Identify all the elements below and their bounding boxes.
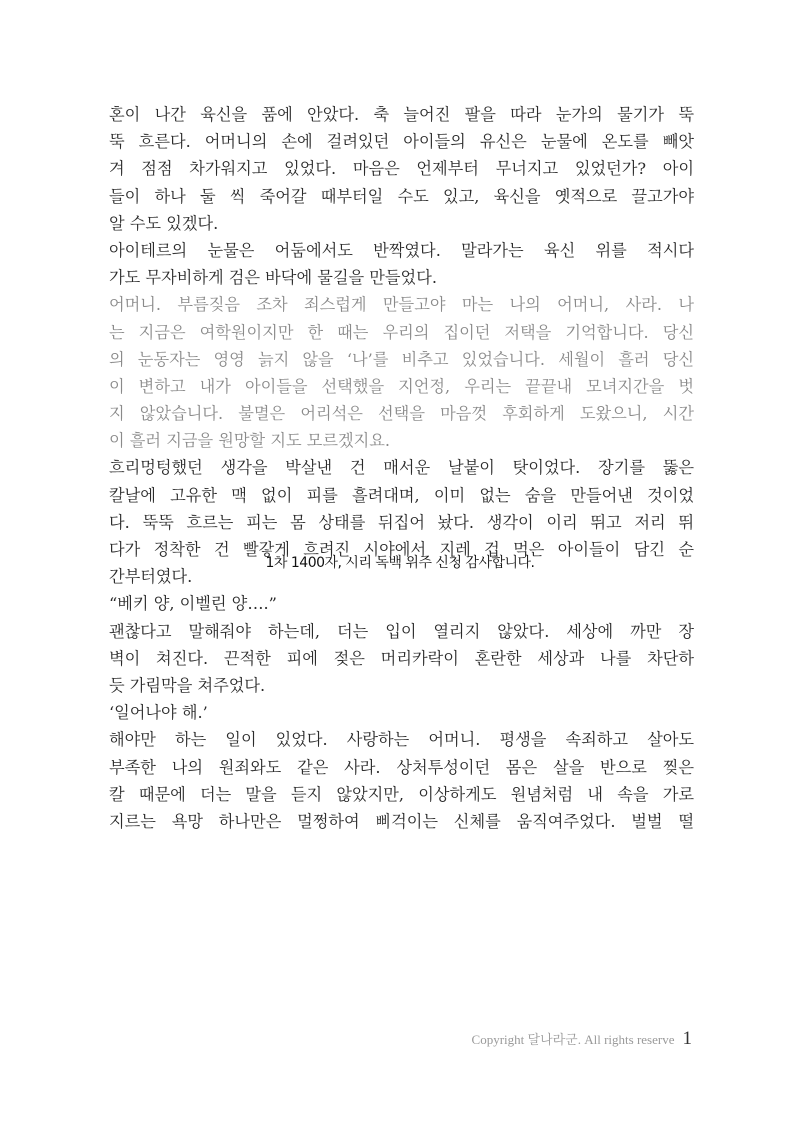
text-line-italic-monologue: 는 지금은 여학원이지만 한 때는 우리의 집이던 저택을 기억합니다. 당신 [109, 322, 694, 342]
text-line: 칼 때문에 더는 말을 듣지 않았지만, 이상하게도 원념처럼 내 속을 가로 [109, 784, 694, 804]
text-line: 흐리멍텅했던 생각을 박살낸 건 매서운 날붙이 탓이었다. 장기를 뚫은 [109, 458, 694, 478]
watermark-overlay-text: 1차 1400자, 시리 독백 위주 신청 감사합니다. [265, 555, 535, 571]
text-line-italic-monologue: 지 않았습니다. 불멸은 어리석은 선택을 마음껏 후회하게 도왔으니, 시간 [109, 404, 694, 424]
text-line: 다가 정착한 건 빨갛게 흐려진 시야에서 지레 겁 먹은 아이들이 담긴 순 [109, 540, 694, 559]
body-text [109, 101, 694, 835]
text-line: 가도 무자비하게 검은 바닥에 물길을 만들었다. [109, 268, 437, 288]
text-line-dialogue: “베키 양, 이벨린 양….” [109, 594, 277, 614]
text-line-thought: ‘일어나야 해.’ [109, 703, 208, 723]
text-line-italic-monologue: 의 눈동자는 영영 늙지 않을 ‘나’를 비추고 있었습니다. 세월이 흘러 당신 [109, 349, 694, 369]
text-line: 겨 점점 차가워지고 있었다. 마음은 언제부터 무너지고 있었던가? 아이 [109, 159, 694, 179]
text-line-italic-monologue: 이 흘러 지금을 원망할 지도 모르겠지요. [109, 431, 391, 451]
text-line: 칼날에 고유한 맥 없이 피를 흘려대며, 이미 없는 숨을 만들어낸 것이었 [109, 485, 694, 505]
text-line: 들이 하나 둘 씩 죽어갈 때부터일 수도 있고, 육신을 옛적으로 끌고가야 [109, 186, 694, 206]
text-line: 혼이 나간 육신을 품에 안았다. 축 늘어진 팔을 따라 눈가의 물기가 뚝 [109, 105, 694, 124]
copyright-notice: Copyright 달나라군. All rights reserve [471, 1032, 675, 1047]
page-number: 1 [682, 1028, 692, 1049]
page-footer [472, 1028, 692, 1050]
text-line: 부족한 나의 원죄와도 같은 사라. 상처투성이던 몸은 살을 반으로 찢은 [109, 757, 694, 777]
text-line: 아이테르의 눈물은 어둠에서도 반짝였다. 말라가는 육신 위를 적시다 [109, 240, 694, 260]
text-line: 뚝 흐른다. 어머니의 손에 걸려있던 아이들의 유신은 눈물에 온도를 빼앗 [109, 132, 694, 152]
text-line: 해야만 하는 일이 있었다. 사랑하는 어머니. 평생을 속죄하고 살아도 [109, 730, 694, 750]
text-line-italic-monologue: 이 변하고 내가 아이들을 선택했을 지언정, 우리는 끝끝내 모녀지간을 벗 [109, 376, 694, 396]
text-line: 알 수도 있겠다. [109, 213, 219, 233]
text-line-italic-monologue: 어머니. 부름짖음 조차 죄스럽게 만들고야 마는 나의 어머니, 사라. 나 [109, 295, 694, 315]
text-line: 지르는 욕망 하나만은 멀쩡하여 삐걱이는 신체를 움직여주었다. 벌벌 떨 [109, 811, 694, 831]
text-line: 간부터였다. [109, 567, 193, 587]
text-line: 벽이 쳐진다. 끈적한 피에 젖은 머리카락이 혼란한 세상과 나를 차단하 [109, 648, 694, 668]
text-line: 괜찮다고 말해줘야 하는데, 더는 입이 열리지 않았다. 세상에 까만 장 [109, 621, 694, 641]
text-line: 듯 가림막을 쳐주었다. [109, 675, 266, 695]
text-line: 다. 뚝뚝 흐르는 피는 몸 상태를 뒤집어 놨다. 생각이 이리 뛰고 저리 뛰 [109, 512, 694, 532]
